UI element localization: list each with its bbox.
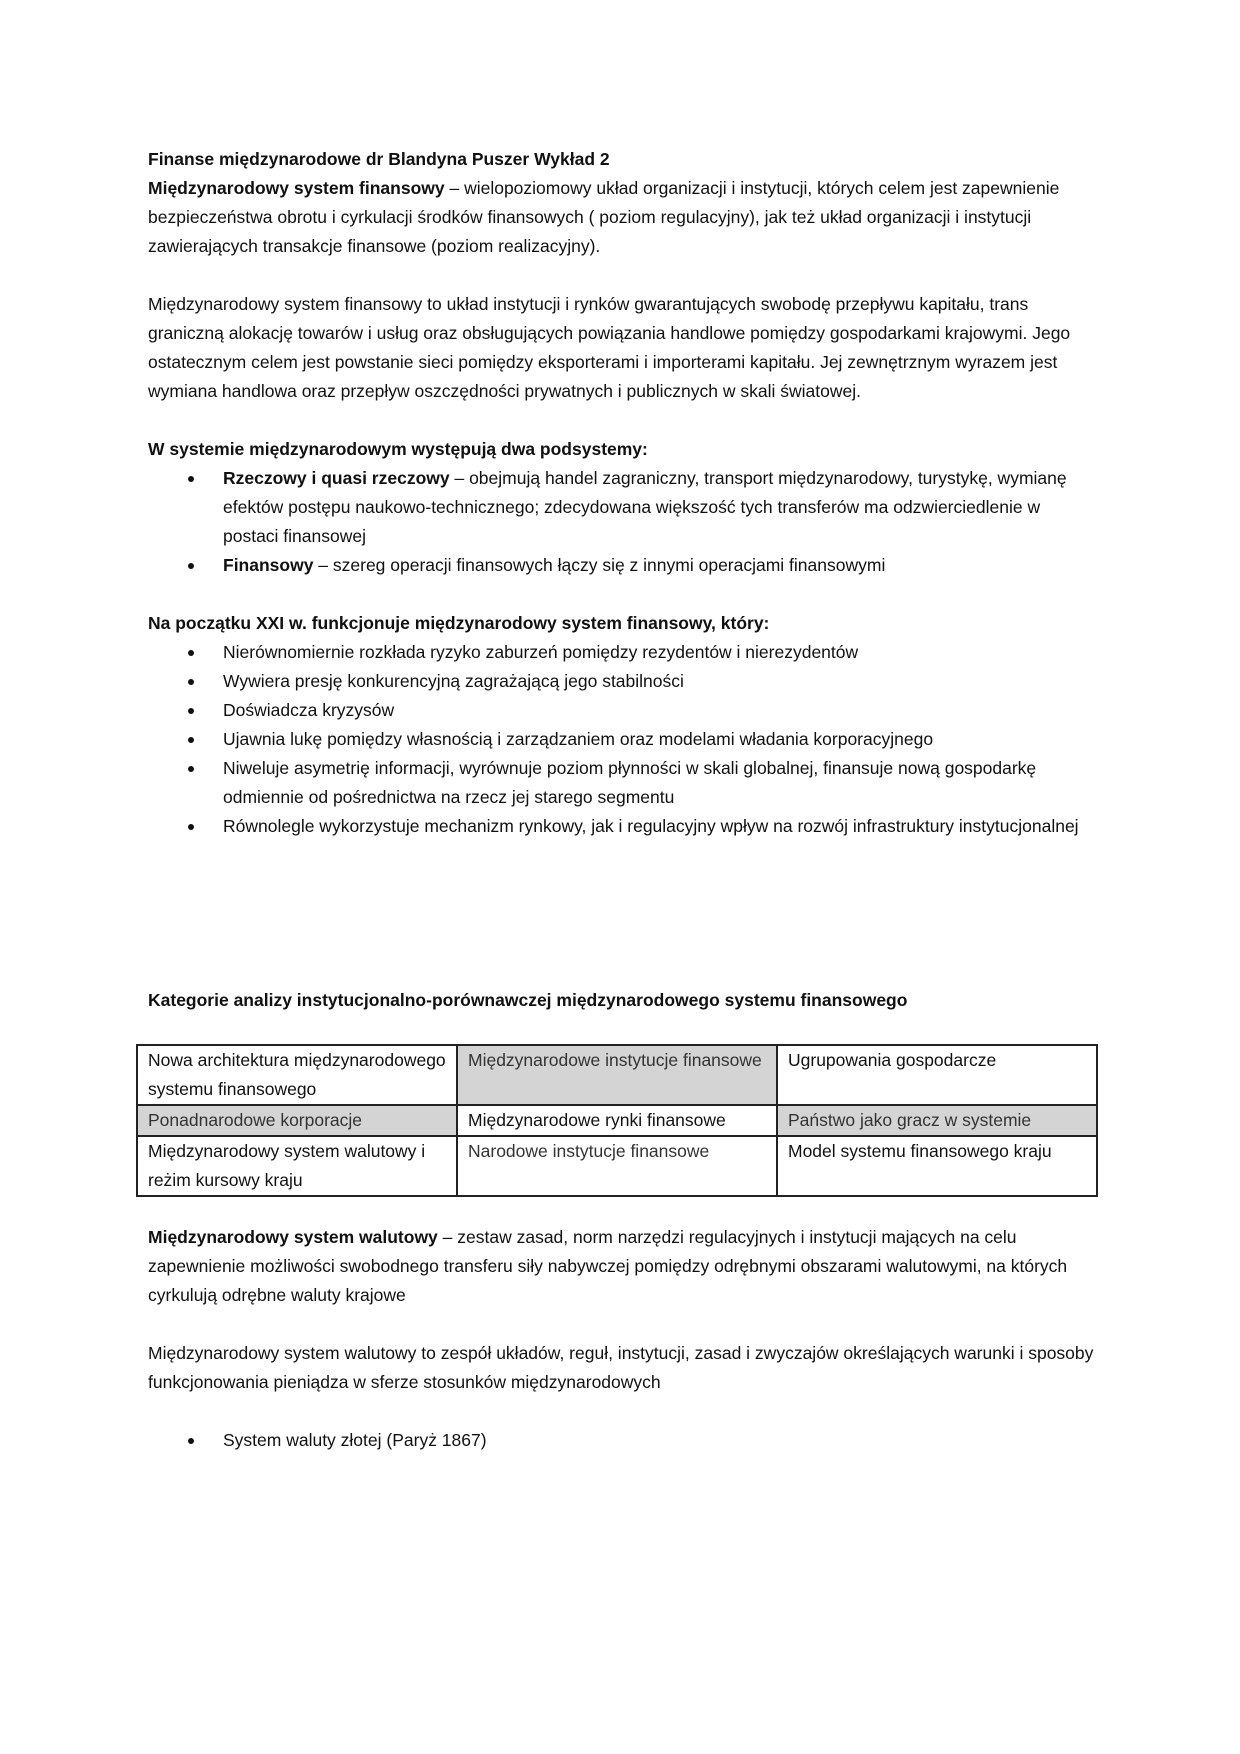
list-item: Niweluje asymetrię informacji, wyrównuje poziom płynności w skali globalnej, finansuje nową gospodarkę odmiennie od pośrednictwa na rzecz jej starego segmentu	[148, 754, 1098, 812]
table-cell: Państwo jako gracz w systemie	[777, 1105, 1097, 1136]
definition-text: – wielopoziomowy układ organizacji i instytucji, których celem jest zapewnienie bezpieczeństwa obrotu i cyrkulacji środków finansowych ( poziom regulacyjny), jak też układ organizacji i instytucji zawierających transakcje finansowe (poziom realizacyjny).	[148, 178, 1060, 256]
subsystems-heading: W systemie międzynarodowym występują dwa podsystemy:	[148, 439, 648, 459]
subsystems-list	[148, 464, 1098, 580]
list-item: Doświadcza kryzysów	[148, 696, 1098, 725]
list-item: System waluty złotej (Paryż 1867)	[148, 1426, 1098, 1455]
xxi-heading: Na początku XXI w. funkcjonuje międzynarodowy system finansowy, który:	[148, 613, 770, 633]
table-heading: Kategorie analizy instytucjonalno-porównawczej międzynarodowego systemu finansowego	[148, 990, 908, 1010]
paragraph-currency-system: Międzynarodowy system walutowy to zespół układów, reguł, instytucji, zasad i zwyczajów określających warunki i sposoby funkcjonowania pieniądza w sferze stosunków międzynarodowych	[148, 1343, 1094, 1392]
list-item: Nierównomiernie rozkłada ryzyko zaburzeń pomiędzy rezydentów i nierezydentów	[148, 638, 1098, 667]
list-item-term: Finansowy	[223, 555, 314, 575]
table-cell: Nowa architektura międzynarodowego systemu finansowego	[137, 1045, 457, 1105]
definition-text: – zestaw zasad, norm narzędzi regulacyjnych i instytucji mających na celu zapewnienie możliwości swobodnego transferu siły nabywczej pomiędzy odrębnymi obszarami walutowymi, na których cyrkulują odrębne waluty krajowe	[148, 1227, 1068, 1305]
table-cell: Międzynarodowe rynki finansowe	[457, 1105, 777, 1136]
xxi-list	[148, 638, 1098, 841]
table-cell: Narodowe instytucje finansowe	[457, 1136, 777, 1196]
lecture-header: Finanse międzynarodowe dr Blandyna Puszer Wykład 2	[148, 149, 610, 169]
table-cell: Międzynarodowe instytucje finansowe	[457, 1045, 777, 1105]
currency-systems-list	[148, 1426, 1098, 1455]
table-cell: Międzynarodowy system walutowy i reżim kursowy kraju	[137, 1136, 457, 1196]
definition-term: Międzynarodowy system finansowy	[148, 178, 445, 198]
table-row	[137, 1136, 1097, 1196]
definition-financial-system	[148, 174, 1098, 261]
table-cell: Model systemu finansowego kraju	[777, 1136, 1097, 1196]
table-row	[137, 1105, 1097, 1136]
paragraph-financial-system: Międzynarodowy system finansowy to układ instytucji i rynków gwarantujących swobodę przepływu kapitału, trans graniczną alokację towarów i usług oraz obsługujących powiązania handlowe pomiędzy gospodarkami krajowymi. Jego ostatecznym celem jest powstanie sieci pomiędzy eksporterami i importerami kapitału. Jej zewnętrznym wyrazem jest wymiana handlowa oraz przepływ oszczędności prywatnych i publicznych w skali światowej.	[148, 294, 1071, 401]
list-item	[148, 464, 1098, 551]
table-cell: Ugrupowania gospodarcze	[777, 1045, 1097, 1105]
list-item: Wywiera presję konkurencyjną zagrażającą jego stabilności	[148, 667, 1098, 696]
definition-currency-system	[148, 1223, 1098, 1310]
categories-table	[136, 1044, 1098, 1197]
table-row	[137, 1045, 1097, 1105]
document-content	[148, 145, 1098, 1455]
list-item: Ujawnia lukę pomiędzy własnością i zarządzaniem oraz modelami władania korporacyjnego	[148, 725, 1098, 754]
list-item: Równolegle wykorzystuje mechanizm rynkowy, jak i regulacyjny wpływ na rozwój infrastruktury instytucjonalnej	[148, 812, 1098, 841]
list-item	[148, 551, 1098, 580]
list-item-term: Rzeczowy i quasi rzeczowy	[223, 468, 450, 488]
definition-term: Międzynarodowy system walutowy	[148, 1227, 438, 1247]
table-cell: Ponadnarodowe korporacje	[137, 1105, 457, 1136]
list-item-text: – szereg operacji finansowych łączy się z innymi operacjami finansowymi	[313, 555, 886, 575]
list-item-text: – obejmują handel zagraniczny, transport międzynarodowy, turystykę, wymianę efektów postępu naukowo-technicznego; zdecydowana większość tych transferów ma odzwierciedlenie w postaci finansowej	[223, 468, 1067, 546]
